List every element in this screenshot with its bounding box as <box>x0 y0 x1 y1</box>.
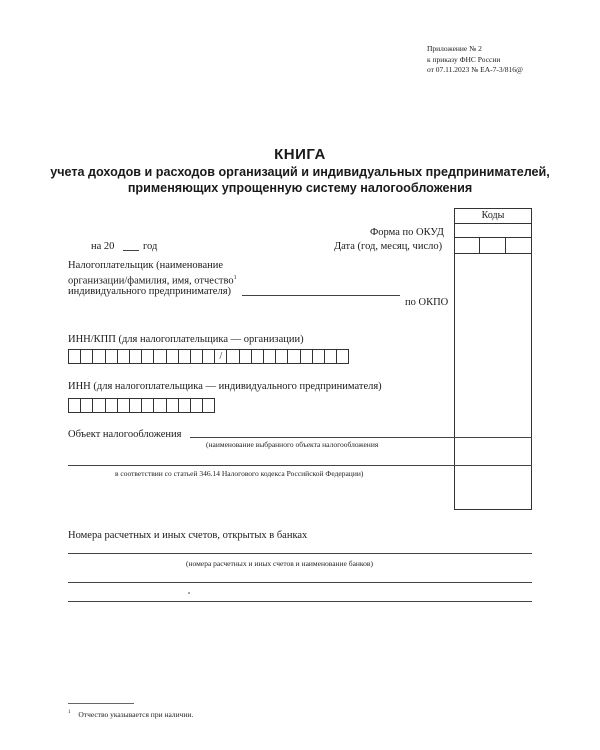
appendix-note <box>427 44 523 76</box>
bank-accounts-line-2[interactable] <box>68 582 532 583</box>
footnote-mark: 1 <box>68 710 71 715</box>
footnote-text: Отчество указывается при наличии. <box>78 709 194 719</box>
scan-speck <box>188 592 190 594</box>
okpo-label: по ОКПО <box>405 297 449 308</box>
date-label: Дата (год, месяц, число) <box>334 241 443 252</box>
inn-kpp-label: ИНН/КПП (для налогоплательщика — организации) <box>68 334 304 345</box>
inn-ip-cells <box>68 398 214 413</box>
tax-object-input[interactable] <box>190 437 532 438</box>
date-separator <box>479 238 480 254</box>
year-input[interactable] <box>123 250 139 251</box>
okud-label: Форма по ОКУД <box>370 227 444 238</box>
subtitle-line-2: применяющих упрощенную систему налогообложения <box>127 181 473 195</box>
okud-code-field[interactable] <box>454 224 532 238</box>
inn-kpp-separator: / <box>214 349 227 364</box>
date-code-field[interactable] <box>454 238 532 254</box>
year-prefix: на 20 <box>91 241 115 252</box>
document-subtitle <box>40 164 560 196</box>
taxpayer-label-1: Налогоплательщик (наименование <box>68 260 224 271</box>
taxpayer-name-input[interactable] <box>242 295 400 296</box>
taxpayer-label-3: индивидуального предпринимателя) <box>68 286 232 297</box>
date-separator <box>505 238 506 254</box>
footnote-ref: 1 <box>233 275 237 281</box>
tax-object-caption: (наименование выбранного объекта налогообложения <box>206 440 379 449</box>
year-suffix: год <box>143 241 158 252</box>
appendix-line-1: Приложение № 2 <box>427 44 482 53</box>
appendix-line-2: к приказу ФНС России <box>427 54 501 64</box>
appendix-line-3: от 07.11.2023 № ЕА-7-3/816@ <box>427 65 523 74</box>
taxpayer-label-2-text: организации/фамилия, имя, отчество <box>68 275 234 287</box>
inn-kpp-cells <box>68 349 348 364</box>
bank-accounts-line-1[interactable] <box>68 553 532 554</box>
bank-accounts-label: Номера расчетных и иных счетов, открытых в банках <box>68 530 308 541</box>
footnote <box>68 708 193 719</box>
inn-ip-cell[interactable] <box>202 398 215 413</box>
bank-accounts-line-3[interactable] <box>68 601 532 602</box>
kpp-cell[interactable] <box>336 349 349 364</box>
tax-object-article: в соответствии со статьей 346.14 Налогового кодекса Российской Федерации) <box>115 469 364 478</box>
document-title: КНИГА <box>274 146 326 163</box>
subtitle-line-1: учета доходов и расходов организаций и индивидуальных предпринимателей, <box>50 165 550 179</box>
footnote-divider <box>68 703 134 704</box>
tax-object-input-line-2[interactable] <box>68 465 532 466</box>
tax-object-label: Объект налогообложения <box>68 429 182 440</box>
inn-ip-label: ИНН (для налогоплательщика — индивидуального предпринимателя) <box>68 381 382 392</box>
bank-accounts-caption: (номера расчетных и иных счетов и наименование банков) <box>186 559 373 568</box>
codes-header: Коды <box>454 208 532 224</box>
